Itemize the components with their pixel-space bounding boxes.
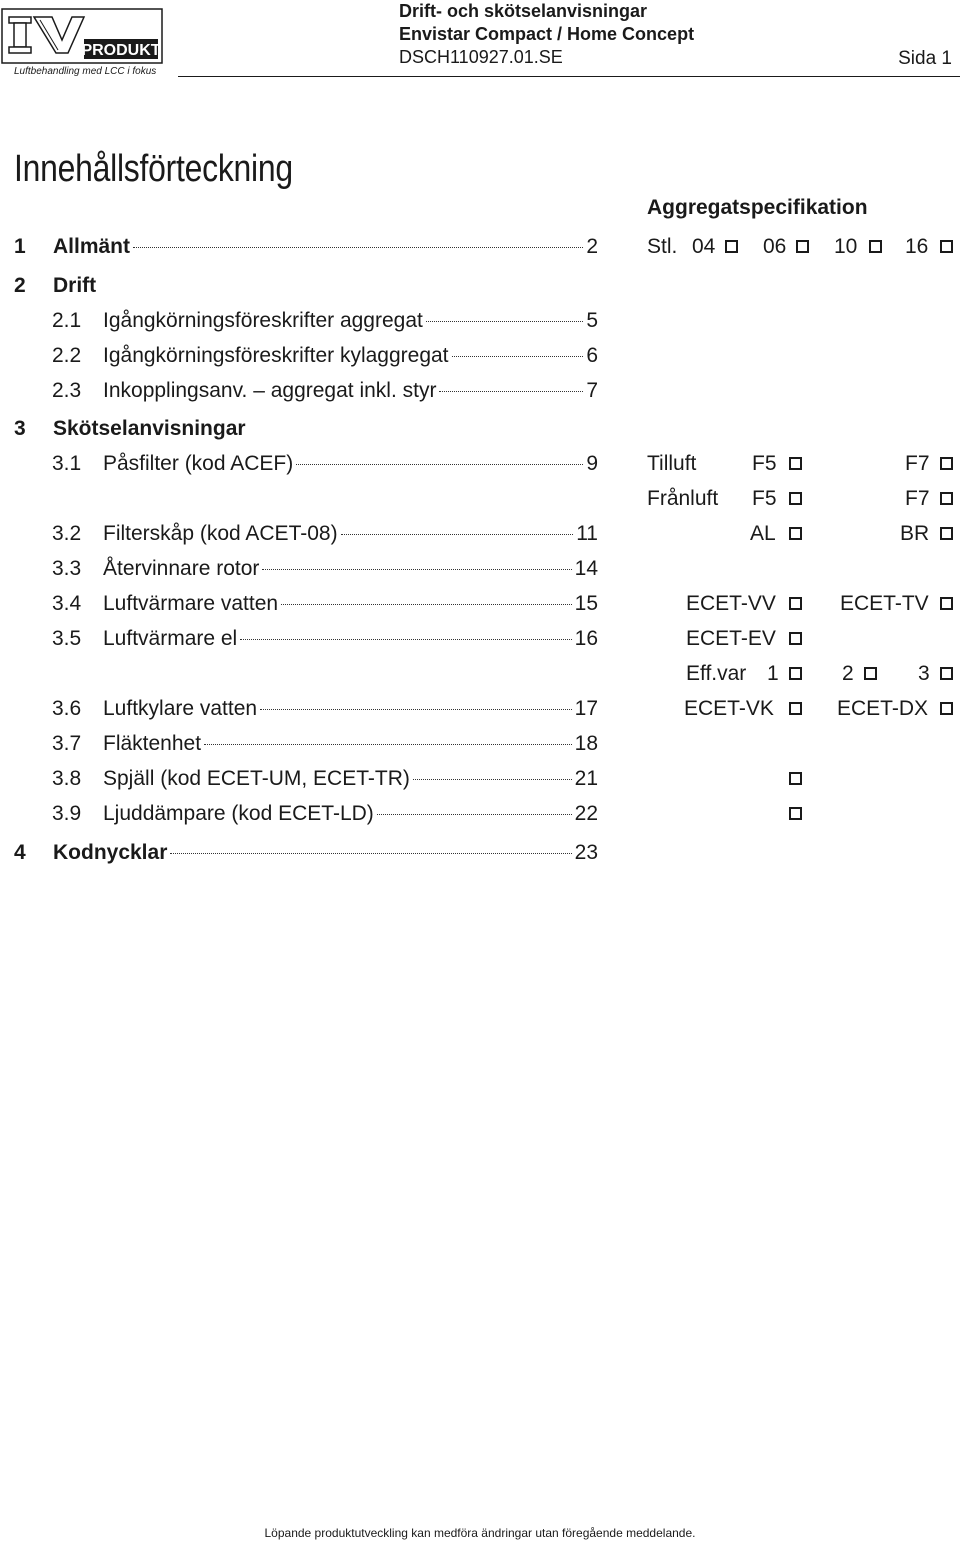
size-label: 06: [763, 235, 787, 258]
svg-text:PRODUKT: PRODUKT: [81, 42, 161, 59]
toc-entry[interactable]: 2.2 Igångkörningsföreskrifter kylaggregat 6: [52, 344, 598, 367]
effvar-label: Eff.var: [686, 662, 747, 685]
toc-leader-dots: [452, 356, 584, 357]
ecet-ev-label: ECET-EV: [686, 627, 776, 650]
toc-leader-dots: [281, 604, 572, 605]
ecet-tv-label: ECET-TV: [840, 592, 929, 615]
ecet-dx-checkbox[interactable]: [940, 702, 953, 715]
effvar-3-checkbox[interactable]: [940, 667, 953, 680]
toc-entry[interactable]: 3.6 Luftkylare vatten 17: [52, 697, 598, 720]
tilluft-f5-checkbox[interactable]: [789, 457, 802, 470]
ecet-vv-checkbox[interactable]: [789, 597, 802, 610]
f7-label: F7: [905, 487, 930, 510]
toc-leader-dots: [204, 744, 572, 745]
page-number: Sida 1: [898, 48, 952, 69]
toc-entry[interactable]: 4 Kodnycklar 23: [14, 841, 598, 864]
effvar-option-label: 1: [767, 662, 779, 685]
toc-leader-dots: [296, 464, 583, 465]
size-06-checkbox[interactable]: [796, 240, 809, 253]
toc-leader-dots: [133, 247, 583, 248]
toc-leader-dots: [260, 709, 572, 710]
effvar-1-checkbox[interactable]: [789, 667, 802, 680]
logo-tagline: Luftbehandling med LCC i fokus: [14, 66, 157, 77]
effvar-2-checkbox[interactable]: [864, 667, 877, 680]
toc-entry[interactable]: 3.5 Luftvärmare el 16: [52, 627, 598, 650]
toc-leader-dots: [439, 391, 583, 392]
spec-title: Aggregatspecifikation: [647, 196, 868, 219]
ecet-vk-checkbox[interactable]: [789, 702, 802, 715]
toc-entry[interactable]: 3.9 Ljuddämpare (kod ECET-LD) 22: [52, 802, 598, 825]
toc-entry[interactable]: 3.1 Påsfilter (kod ACEF) 9: [52, 452, 598, 475]
header-title: Drift- och skötselanvisningar: [399, 1, 648, 21]
stl-label: Stl.: [647, 235, 678, 258]
size-04-checkbox[interactable]: [725, 240, 738, 253]
tilluft-f7-checkbox[interactable]: [940, 457, 953, 470]
ecet-tv-checkbox[interactable]: [940, 597, 953, 610]
footer-disclaimer: Löpande produktutveckling kan medföra ändringar utan föregående meddelande.: [264, 1526, 696, 1540]
header-doc-id: DSCH110927.01.SE: [399, 47, 563, 67]
toc-leader-dots: [262, 569, 571, 570]
franluft-f7-checkbox[interactable]: [940, 492, 953, 505]
header-product: Envistar Compact / Home Concept: [399, 24, 695, 44]
franluft-f5-checkbox[interactable]: [789, 492, 802, 505]
toc-entry[interactable]: 3.2 Filterskåp (kod ACET-08) 11: [52, 522, 598, 545]
ecet-vv-label: ECET-VV: [686, 592, 776, 615]
toc-section-heading: 2 Drift: [14, 274, 97, 297]
document-header: [399, 0, 694, 69]
al-checkbox[interactable]: [789, 527, 802, 540]
spjall-checkbox[interactable]: [789, 772, 802, 785]
toc-leader-dots: [413, 779, 572, 780]
toc-entry[interactable]: 3.8 Spjäll (kod ECET-UM, ECET-TR) 21: [52, 767, 598, 790]
toc-entry[interactable]: 3.3 Återvinnare rotor 14: [52, 557, 598, 580]
size-10-checkbox[interactable]: [869, 240, 882, 253]
toc-section-heading: 3 Skötselanvisningar: [14, 417, 246, 440]
size-label: 04: [692, 235, 716, 258]
ecet-dx-label: ECET-DX: [837, 697, 929, 720]
iv-produkt-logo-icon: [0, 6, 166, 66]
toc-entry[interactable]: 2.3 Inkopplingsanv. – aggregat inkl. styr 7: [52, 379, 598, 402]
ecet-vk-label: ECET-VK: [684, 697, 774, 720]
br-label: BR: [900, 522, 930, 545]
franluft-label: Frånluft: [647, 487, 719, 510]
toc-entry[interactable]: 2.1 Igångkörningsföreskrifter aggregat 5: [52, 309, 598, 332]
toc-leader-dots: [426, 321, 583, 322]
toc-entry[interactable]: 3.4 Luftvärmare vatten 15: [52, 592, 598, 615]
f7-label: F7: [905, 452, 930, 475]
toc-leader-dots: [341, 534, 574, 535]
tilluft-label: Tilluft: [647, 452, 697, 475]
ecet-ev-checkbox[interactable]: [789, 632, 802, 645]
effvar-option-label: 2: [842, 662, 854, 685]
toc-entry[interactable]: 3.7 Fläktenhet 18: [52, 732, 598, 755]
f5-label: F5: [752, 452, 777, 475]
ljuddampare-checkbox[interactable]: [789, 807, 802, 820]
f5-label: F5: [752, 487, 777, 510]
effvar-option-label: 3: [918, 662, 930, 685]
size-label: 16: [905, 235, 929, 258]
br-checkbox[interactable]: [940, 527, 953, 540]
toc-leader-dots: [240, 639, 571, 640]
size-16-checkbox[interactable]: [940, 240, 953, 253]
toc-entry[interactable]: 1 Allmänt 2: [14, 235, 598, 258]
toc-leader-dots: [170, 853, 571, 854]
size-label: 10: [834, 235, 858, 258]
page-title: Innehållsförteckning: [14, 148, 293, 190]
header-divider: [178, 76, 960, 77]
al-label: AL: [750, 522, 776, 545]
toc-leader-dots: [377, 814, 572, 815]
